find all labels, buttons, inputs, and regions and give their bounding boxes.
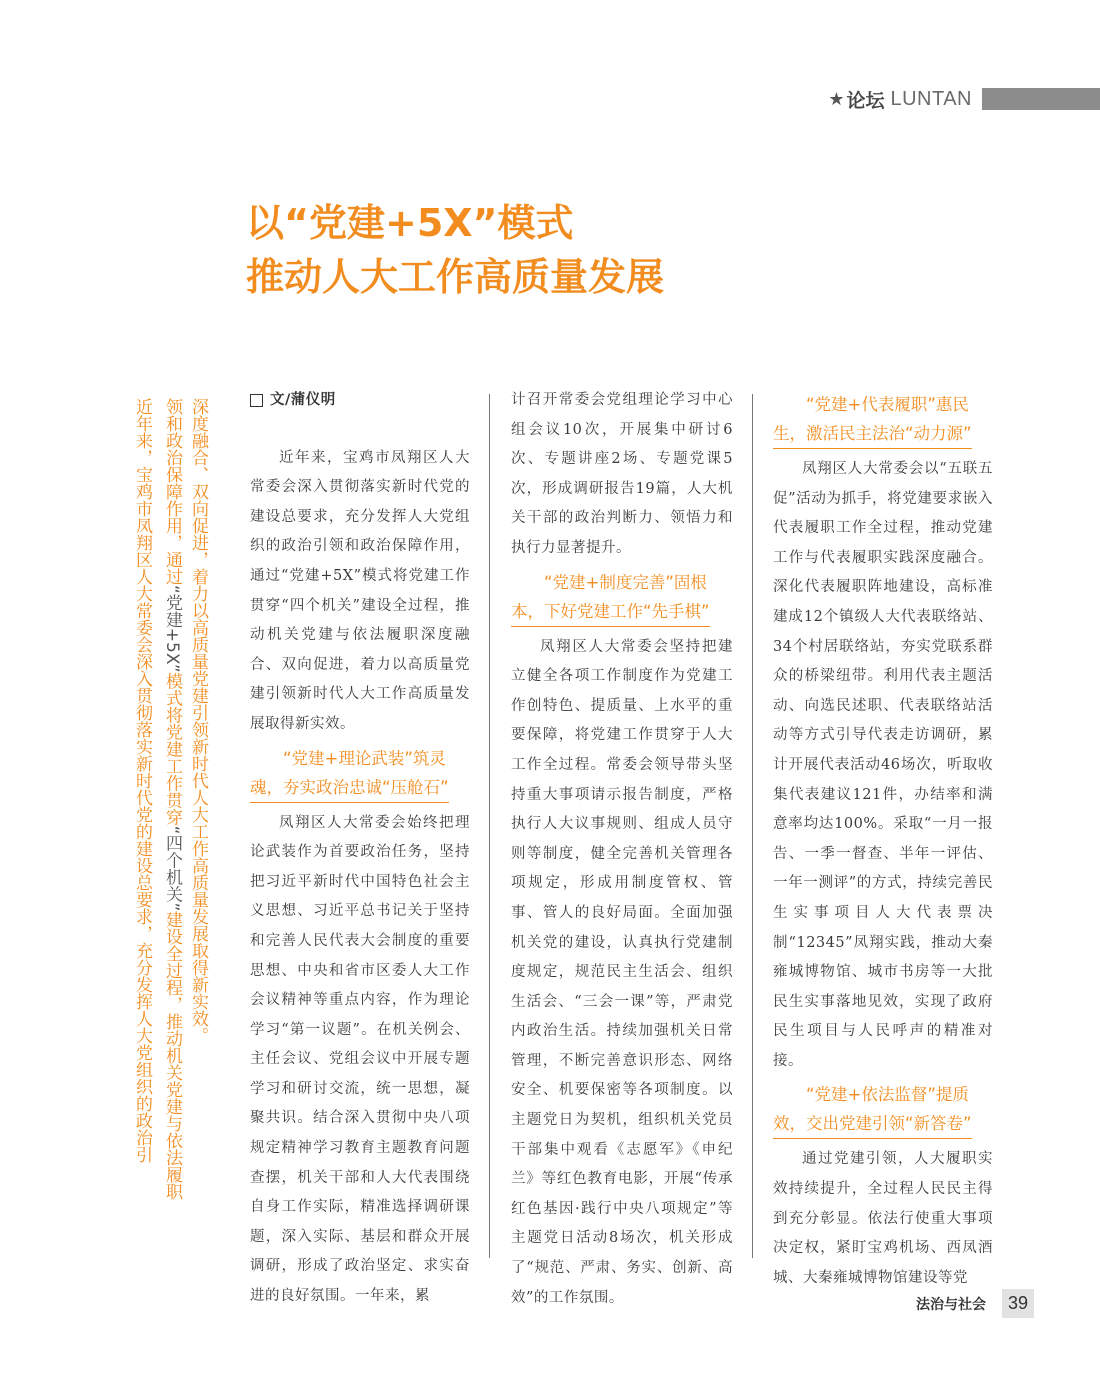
paragraph-2: 凤翔区人大常委会始终把理论武装作为首要政治任务，坚持把习近平新时代中国特色社会主义思想、习近平总书记关于坚持和完善人民代表大会制度的重要思想、中央和省市区委人大工作会议精神等重点内容，作为理论学习“第一议题”。在机关例会、主任会议、党组会议中开展专题学习和研讨交流，统一思想，凝聚共识。结合深入贯彻中央八项规定精神学习教育主题教育问题查摆，机关干部和人大代表围绕自身工作实际，精准选择调研课题，深入实际、基层和群众开展调研，形成了政治坚定、求实奋进的良好氛围。一年来，累 [250,814,470,1305]
title-line-2: 推动人大工作高质量发展 [246,255,665,299]
star-icon: ★ [828,88,845,110]
subheading-1-line-1: “党建+理论武装”筑灵 [283,748,446,768]
paragraph-4: 凤翔区人大常委会以“五联五促”活动为抓手，将党建要求嵌入代表履职工作全过程，推动党建工作与代表履职实践深度融合。深化代表履职阵地建设，高标准建成12个镇级人大代表联络站、34个村居联络站，夯实党联系群众的桥梁纽带。利用代表主题活动、向选民述职、代表联络站活动等方式引导代表走访调研，累计开展代表活动46场次，听取收集代表建议121件，办结率和满意率均达100%。采取“一月一报告、一季一督查、半年一评估、一年一测评”的方式，持续完善民生实事项目人大代表票决制“12345”凤翔实践，推动大秦雍城博物馆、城市书房等一大批民生实事落地见效，实现了政府民生项目与人民呼声的精准对接。 [773,461,993,1069]
paragraph-2-cont: 计召开常委会党组理论学习中心组会议10次，开展集中研讨6次、专题讲座2场、专题党课5次，形成调研报告19篇，人大机关干部的政治判断力、领悟力和执行力显著提升。 [511,392,733,556]
column-divider-1 [489,394,490,1258]
lead-v2-e: 建设全过程，推动机关党建与依法履职 [162,911,182,1201]
subheading-3-line-2: 生，激活民主法治“动力源” [773,419,972,449]
subheading-2 [511,568,733,627]
byline [250,386,470,416]
subheading-2-line-1: “党建+制度完善”固根 [544,572,707,592]
header-bar [982,88,1100,110]
lead-vertical-3: 近年来，宝鸡市凤翔区人大常委会深入贯彻落实新时代党的建设总要求，充分发挥人大党组织的政治引 [132,398,152,1163]
section-header [828,84,1100,114]
text-column-3 [773,386,993,1293]
lead-v2-d: “四个机关” [162,825,182,912]
square-icon [250,394,263,407]
subheading-3-line-1: “党建+代表履职”惠民 [806,395,969,414]
page-number: 39 [1002,1289,1034,1318]
section-name-en: LUNTAN [890,87,972,110]
paragraph-3: 凤翔区人大常委会坚持把建立健全各项工作制度作为党建工作创特色、提质量、上水平的重要保障，将党建工作贯穿于人大工作全过程。常委会领导带头坚持重大事项请示报告制度，严格执行人大议事规则、组成人员守则等制度，健全完善机关管理各项规定，形成用制度管权、管事、管人的良好局面。全面加强机关党的建设，认真执行党建制度规定，规范民主生活会、组织生活会、“三会一课”等，严肃党内政治生活。持续加强机关日常管理，不断完善意识形态、网络安全、机要保密等各项制度。以主题党日为契机，组织机关党员干部集中观看《志愿军》《申纪兰》等红色教育电影，开展“传承红色基因·践行中央八项规定”等主题党日活动8场次，机关形成了“规范、严肃、务实、创新、高效”的工作氛围。 [511,638,733,1306]
subheading-4 [773,1080,993,1139]
lead-v2-c: 模式将党建工作贯穿 [162,672,182,826]
lead-vertical-1: 深度融合、双向促进，着力以高质量党建引领新时代人大工作高质量发展取得新实效。 [188,398,208,1044]
lead-v2-a: 领和政治保障作用，通过 [162,398,182,585]
text-column-1 [250,386,470,1312]
subheading-4-line-1: “党建+依法监督”提质 [806,1085,969,1105]
paragraph-5: 通过党建引领，人大履职实效持续提升，全过程人民民主得到充分彰显。依法行使重大事项决定权，紧盯宝鸡机场、西凤酒城、大秦雍城博物馆建设等党 [773,1151,993,1286]
author: 文/蒲仪明 [270,392,336,408]
lead-vertical-2 [161,398,183,1278]
lead-v2-b: “党建+5X” [162,585,182,673]
subheading-1-line-2: 魂，夯实政治忠诚“压舱石” [250,773,449,803]
title-line-1: 以“党建+5X”模式 [246,201,574,245]
column-divider-2 [752,394,753,1258]
subheading-1 [250,744,470,803]
text-column-2 [511,386,733,1313]
magazine-name: 法治与社会 [915,1296,986,1313]
paragraph-intro: 近年来，宝鸡市凤翔区人大常委会深入贯彻落实新时代党的建设总要求，充分发挥人大党组织的政治引领和政治保障作用，通过“党建+5X”模式将党建工作贯穿“四个机关”建设全过程，推动机关党建与依法履职深度融合、双向促进，着力以高质量党建引领新时代人大工作高质量发展取得新实效。 [250,449,470,732]
article-title [246,196,664,304]
page-footer [916,1289,1034,1318]
subheading-4-line-2: 效，交出党建引领“新答卷” [773,1109,972,1139]
subheading-2-line-2: 本，下好党建工作“先手棋” [511,597,710,627]
section-name-cn: 论坛 [846,89,885,112]
subheading-3 [773,390,993,449]
